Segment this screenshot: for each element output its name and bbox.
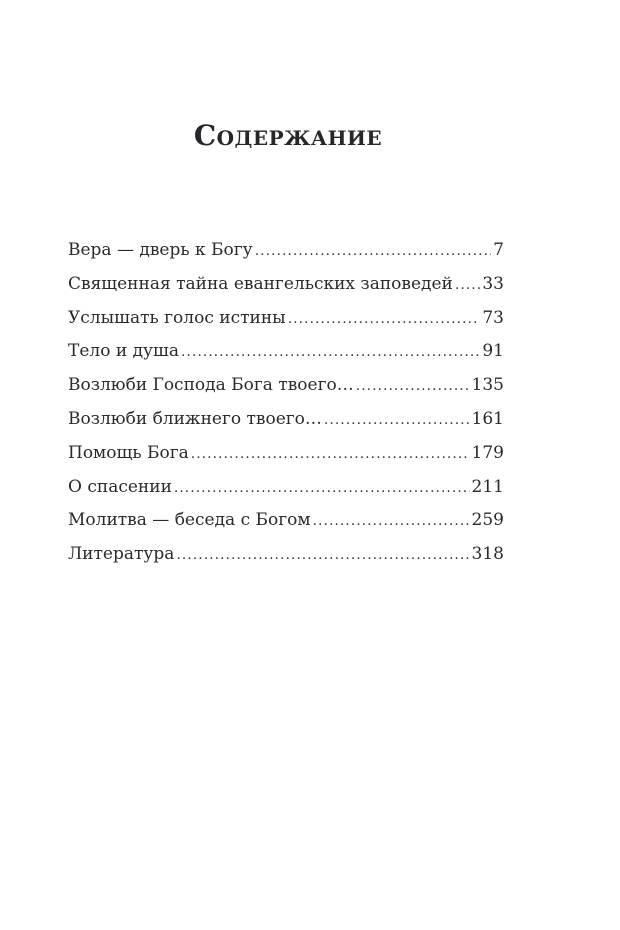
- toc-entry-title: Услышать голос истины: [68, 307, 286, 328]
- toc-entry-title: Молитва — беседа с Богом: [68, 510, 311, 531]
- dot-leader: [174, 474, 470, 502]
- toc-entry-title: Священная тайна евангельских заповедей: [68, 273, 453, 294]
- toc-entry: [68, 439, 504, 473]
- toc-entry-page: 161: [471, 408, 504, 429]
- toc-entry-title: Помощь Бога: [68, 442, 189, 463]
- dot-leader: [313, 507, 470, 535]
- dot-leader: [176, 541, 469, 569]
- toc-entry: [68, 270, 504, 304]
- dot-leader: [255, 237, 491, 265]
- toc-entry-title: Тело и душа: [68, 341, 179, 362]
- toc-entry: [68, 540, 504, 574]
- toc-entry-page: 259: [471, 510, 504, 531]
- toc-entry-page: 211: [471, 476, 504, 497]
- table-of-contents: [68, 236, 504, 574]
- toc-entry: [68, 405, 504, 439]
- dot-leader: [356, 372, 470, 400]
- toc-entry-title: Вера — дверь к Богу: [68, 240, 253, 260]
- toc-entry: [68, 236, 504, 270]
- toc-entry-title: Литература: [68, 544, 175, 565]
- toc-entry-page: 318: [471, 544, 504, 565]
- dot-leader: [455, 271, 480, 299]
- toc-entry-page: 33: [482, 273, 504, 294]
- toc-entry-page: 7: [493, 240, 504, 260]
- dot-leader: [191, 440, 470, 468]
- dot-leader: [324, 406, 470, 434]
- toc-entry: [68, 371, 504, 405]
- toc-entry-page: 179: [471, 442, 504, 463]
- toc-entry: [68, 506, 504, 540]
- page-title: Содержание: [193, 119, 383, 152]
- toc-entry-title: Возлюби ближнего твоего…: [68, 408, 322, 429]
- toc-entry: [68, 337, 504, 371]
- toc-entry-title: Возлюби Господа Бога твоего…: [68, 375, 354, 396]
- toc-entry-page: 73: [482, 307, 504, 328]
- toc-entry-title: О спасении: [68, 476, 172, 497]
- toc-entry-page: 135: [471, 375, 504, 396]
- toc-entry-page: 91: [482, 341, 504, 362]
- toc-entry: [68, 304, 504, 338]
- toc-entry: [68, 473, 504, 507]
- dot-leader: [288, 305, 481, 333]
- dot-leader: [181, 338, 480, 366]
